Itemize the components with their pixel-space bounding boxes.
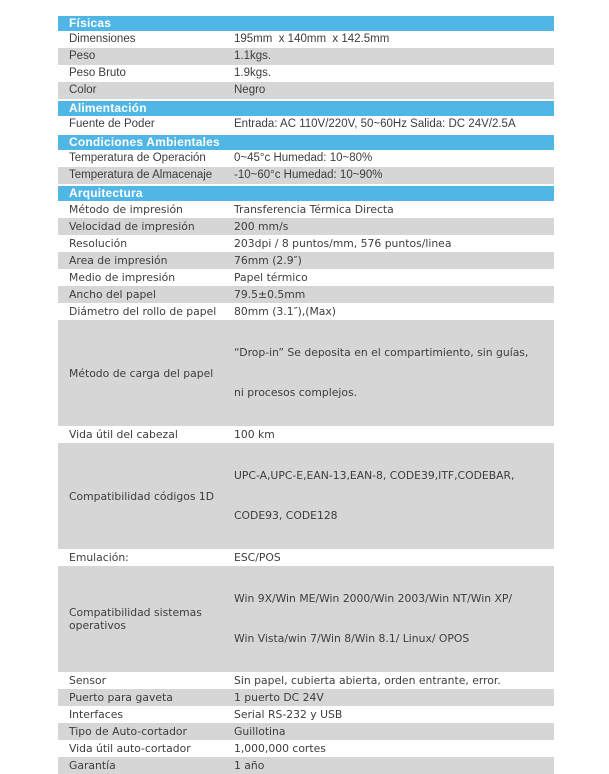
spec-value — [234, 566, 554, 672]
spec-value-line: “Drop-in” Se deposita en el compartimiento, sin guías, — [234, 346, 529, 359]
spec-label: Area de impresión — [69, 254, 168, 267]
spec-value: 1.9kgs. — [234, 67, 272, 79]
spec-row-peso-bruto — [58, 65, 554, 82]
spec-row-dimensiones — [58, 31, 554, 48]
spec-value-line: CODE93, CODE128 — [234, 509, 338, 522]
spec-label: Peso Bruto — [69, 67, 126, 79]
spec-label: Fuente de Poder — [69, 118, 155, 130]
spec-value: -10~60°c Humedad: 10~90% — [234, 169, 383, 181]
spec-row-compatibilidad-sistemas-operativos — [58, 566, 554, 672]
spec-value: 80mm (3.1″),(Max) — [234, 305, 337, 318]
spec-row-color — [58, 82, 554, 99]
spec-value: Papel térmico — [234, 271, 308, 284]
spec-value: 203dpi / 8 puntos/mm, 576 puntos/linea — [234, 237, 452, 250]
spec-row-emulacion — [58, 549, 554, 566]
spec-label: Emulación: — [69, 551, 129, 564]
spec-value: 76mm (2.9″) — [234, 254, 302, 267]
spec-label: Velocidad de impresión — [69, 220, 195, 233]
spec-row-medio-impresion — [58, 269, 554, 286]
spec-row-interfaces — [58, 706, 554, 723]
spec-label: Peso — [69, 50, 96, 62]
section-header-fisicas: Físicas — [58, 16, 554, 31]
spec-label: Garantía — [69, 759, 116, 772]
spec-label: Dimensiones — [69, 33, 136, 45]
spec-row-vida-util-cabezal — [58, 426, 554, 443]
spec-value: 1.1kgs. — [234, 50, 272, 62]
spec-value: Negro — [234, 84, 266, 96]
spec-row-sensor — [58, 672, 554, 689]
spec-value: ESC/POS — [234, 551, 281, 564]
spec-row-puerto-gaveta — [58, 689, 554, 706]
spec-row-compatibilidad-codigos-1d — [58, 443, 554, 549]
spec-label: Vida útil del cabezal — [69, 428, 178, 441]
spec-row-diametro-rollo — [58, 303, 554, 320]
spec-row-resolucion — [58, 235, 554, 252]
spec-row-peso — [58, 48, 554, 65]
spec-value-line: Win 9X/Win ME/Win 2000/Win 2003/Win NT/Win XP/ — [234, 592, 513, 605]
spec-row-vida-util-auto-cortador — [58, 740, 554, 757]
spec-value: 1 puerto DC 24V — [234, 691, 324, 704]
spec-label: Puerto para gaveta — [69, 691, 173, 704]
spec-row-fuente-de-poder — [58, 116, 554, 133]
spec-row-temperatura-almacenaje — [58, 167, 554, 184]
spec-value: 0~45°c Humedad: 10~80% — [234, 152, 373, 164]
spec-row-velocidad-impresion — [58, 218, 554, 235]
spec-value: 79.5±0.5mm — [234, 288, 306, 301]
spec-label: Color — [69, 84, 97, 96]
spec-label: Medio de impresión — [69, 271, 176, 284]
spec-value: Transferencia Térmica Directa — [234, 203, 394, 216]
spec-label: Sensor — [69, 674, 107, 687]
section-header-condiciones-ambientales: Condiciones Ambientales — [58, 135, 554, 150]
spec-value — [234, 320, 554, 426]
spec-row-ancho-papel — [58, 286, 554, 303]
spec-row-garantia — [58, 757, 554, 774]
spec-label: Ancho del papel — [69, 288, 156, 301]
spec-label: Vida útil auto-cortador — [69, 742, 191, 755]
spec-value: 100 km — [234, 428, 275, 441]
spec-row-temperatura-operacion — [58, 150, 554, 167]
spec-value — [234, 443, 554, 549]
spec-label: Método de impresión — [69, 203, 183, 216]
spec-label: Temperatura de Almacenaje — [69, 169, 213, 181]
spec-value: 1,000,000 cortes — [234, 742, 326, 755]
spec-value-line: ni procesos complejos. — [234, 386, 358, 399]
spec-label: Compatibilidad códigos 1D — [69, 489, 215, 503]
spec-value-line: UPC-A,UPC-E,EAN-13,EAN-8, CODE39,ITF,CODEBAR, — [234, 469, 515, 482]
spec-value: Sin papel, cubierta abierta, orden entrante, error. — [234, 674, 501, 687]
spec-value: 200 mm/s — [234, 220, 289, 233]
section-header-arquitectura: Arquitectura — [58, 186, 554, 201]
spec-label: Temperatura de Operación — [69, 152, 206, 164]
spec-value: Entrada: AC 110V/220V, 50~60Hz Salida: DC 24V/2.5A — [234, 118, 516, 130]
section-header-alimentacion: Alimentación — [58, 101, 554, 116]
spec-value: Serial RS-232 y USB — [234, 708, 343, 721]
spec-label: Interfaces — [69, 708, 123, 721]
spec-label: Tipo de Auto-cortador — [69, 725, 187, 738]
spec-row-metodo-carga-papel — [58, 320, 554, 426]
spec-label: Diámetro del rollo de papel — [69, 305, 217, 318]
spec-value: 1 año — [234, 759, 265, 772]
spec-value: Guillotina — [234, 725, 286, 738]
spec-value: 195mm x 140mm x 142.5mm — [234, 33, 390, 45]
spec-row-area-impresion — [58, 252, 554, 269]
spec-label: Resolución — [69, 237, 128, 250]
spec-row-tipo-auto-cortador — [58, 723, 554, 740]
spec-label: Compatibilidad sistemas operativos — [69, 606, 202, 632]
spec-value-line: Win Vista/win 7/Win 8/Win 8.1/ Linux/ OPOS — [234, 632, 470, 645]
spec-label: Método de carga del papel — [69, 366, 214, 380]
spec-table — [58, 16, 554, 774]
spec-row-metodo-impresion — [58, 201, 554, 218]
